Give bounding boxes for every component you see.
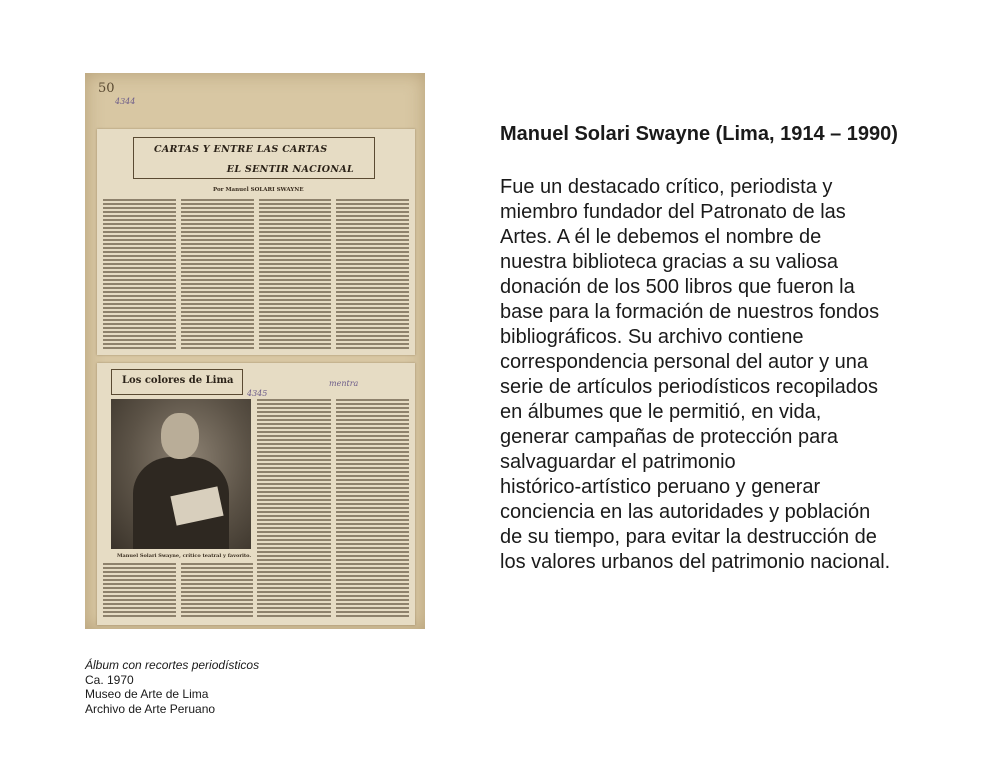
body-line: base para la formación de nuestros fondos (500, 301, 880, 323)
text-column (103, 199, 176, 349)
caption-archive: Archivo de Arte Peruano (85, 701, 216, 716)
text-column (181, 199, 254, 349)
album-page-number: 50 (98, 81, 115, 96)
body-line: en álbumes que le permitió, en vida, (500, 401, 822, 423)
clipping-subtitle: EL SENTIR NACIONAL (226, 164, 354, 175)
biography-heading: Manuel Solari Swayne (Lima, 1914 – 1990) (500, 123, 898, 145)
text-column (181, 563, 254, 617)
body-line: serie de artículos periodísticos recopilados (500, 376, 878, 398)
album-page-image (85, 73, 425, 629)
body-line: Artes. A él le debemos el nombre de (500, 226, 822, 248)
photo-caption: Manuel Solari Swayne, crítico teatral y favorito. (117, 553, 252, 559)
text-column (336, 199, 409, 349)
clipping-title: Los colores de Lima (122, 375, 234, 386)
portrait-photo (111, 399, 251, 549)
clipping-text-columns (257, 399, 409, 617)
caption-date: Ca. 1970 (85, 672, 134, 687)
portrait-face (161, 413, 199, 459)
clipping-headline-box (111, 369, 243, 395)
body-line: Fue un destacado crítico, periodista y (500, 176, 833, 198)
body-line: conciencia en las autoridades y población (500, 501, 871, 523)
handwritten-mark: 4345 (247, 389, 268, 398)
biography-text (500, 175, 965, 575)
newspaper-clipping-cartas (97, 129, 415, 355)
body-line: de su tiempo, para evitar la destrucción de (500, 526, 877, 548)
caption-museum: Museo de Arte de Lima (85, 687, 209, 701)
body-line: salvaguardar el patrimonio (500, 451, 736, 473)
body-line: donación de los 500 libros que fueron la (500, 276, 855, 298)
text-column (336, 399, 410, 617)
body-line: generar campañas de protección para (500, 426, 838, 448)
text-column (103, 563, 176, 617)
newspaper-clipping-colores (97, 363, 415, 625)
body-line: miembro fundador del Patronato de las (500, 201, 846, 223)
clipping-title: CARTAS Y ENTRE LAS CARTAS (154, 144, 328, 155)
clipping-text-columns (103, 563, 253, 617)
handwritten-mark: 4344 (115, 97, 136, 106)
handwritten-mark: mentra (329, 379, 359, 388)
clipping-headline-box (133, 137, 375, 179)
text-column (259, 199, 332, 349)
text-column (257, 399, 331, 617)
body-line: histórico-artístico peruano y generar (500, 476, 821, 498)
body-line: bibliográficos. Su archivo contiene (500, 326, 804, 348)
clipping-byline: Por Manuel SOLARI SWAYNE (213, 187, 304, 193)
body-line: los valores urbanos del patrimonio nacional. (500, 551, 891, 573)
artwork-caption (85, 658, 259, 716)
clipping-text-columns (103, 199, 409, 349)
caption-title: Álbum con recortes periodísticos (85, 658, 260, 672)
body-line: nuestra biblioteca gracias a su valiosa (500, 251, 838, 273)
body-line: correspondencia personal del autor y una (500, 351, 869, 373)
